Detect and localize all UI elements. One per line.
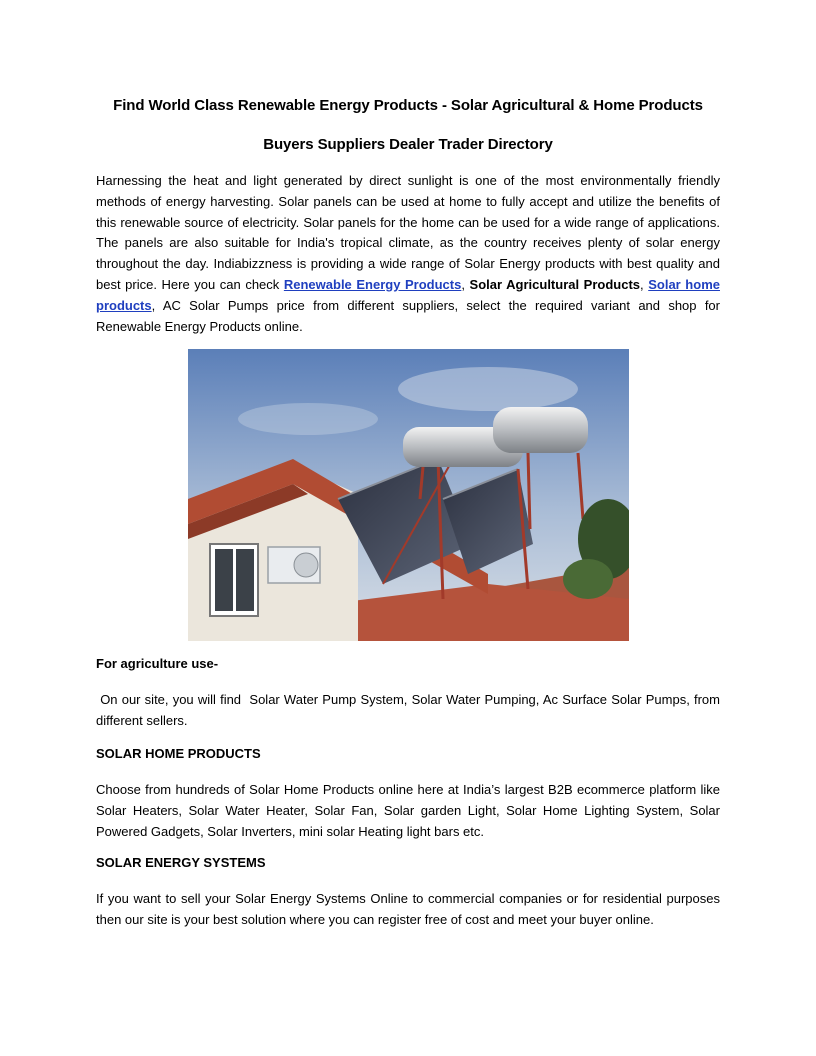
page-title: Find World Class Renewable Energy Products - Solar Agricultural & Home Products xyxy=(113,97,703,114)
separator: , xyxy=(640,276,649,292)
separator: , xyxy=(461,276,470,292)
solar-home-products-paragraph: Choose from hundreds of Solar Home Products online here at India’s largest B2B ecommerce platform like Solar Heaters, Solar Water Heater, Solar Fan, Solar garden Light, Solar Home Lighting System, Solar Powered Gadgets, Solar Inverters, mini solar Heating light bars etc. xyxy=(96,782,720,839)
intro-paragraph xyxy=(96,171,720,337)
solar-energy-systems-paragraph: If you want to sell your Solar Energy Systems Online to commercial companies or for residential purposes then our site is your best solution where you can register free of cost and meet your buyer online. xyxy=(96,891,720,927)
renewable-energy-products-link[interactable]: Renewable Energy Products xyxy=(283,276,462,292)
intro-text: Harnessing the heat and light generated by direct sunlight is one of the most environmentally friendly methods of energy harvesting. Solar panels can be used at home to fully accept and utilize the benefits of this renewable source of electricity. Solar panels for the home can be used for a wide range of applications. The panels are also suitable for India's tropical climate, as the country receives plenty of solar energy throughout the day. Indiabizzness is providing a wide range of Solar Energy products with best quality and best price. Here you can check xyxy=(96,173,720,292)
solar-agricultural-products-text: Solar Agricultural Products xyxy=(469,276,641,292)
solar-water-heater-photo xyxy=(188,349,629,641)
agriculture-heading: For agriculture use- xyxy=(96,656,219,671)
agriculture-paragraph: On our site, you will find Solar Water Pump System, Solar Water Pumping, Ac Surface Solar Pumps, from different sellers. xyxy=(96,692,724,728)
solar-home-products-link[interactable]: Solar home products xyxy=(96,276,720,313)
solar-home-products-heading: SOLAR HOME PRODUCTS xyxy=(96,746,261,761)
solar-energy-systems-heading: SOLAR ENERGY SYSTEMS xyxy=(96,855,266,870)
page-subtitle: Buyers Suppliers Dealer Trader Directory xyxy=(263,136,553,153)
intro-text-end: , AC Solar Pumps price from different suppliers, select the required variant and shop for Renewable Energy Products online. xyxy=(96,297,720,334)
